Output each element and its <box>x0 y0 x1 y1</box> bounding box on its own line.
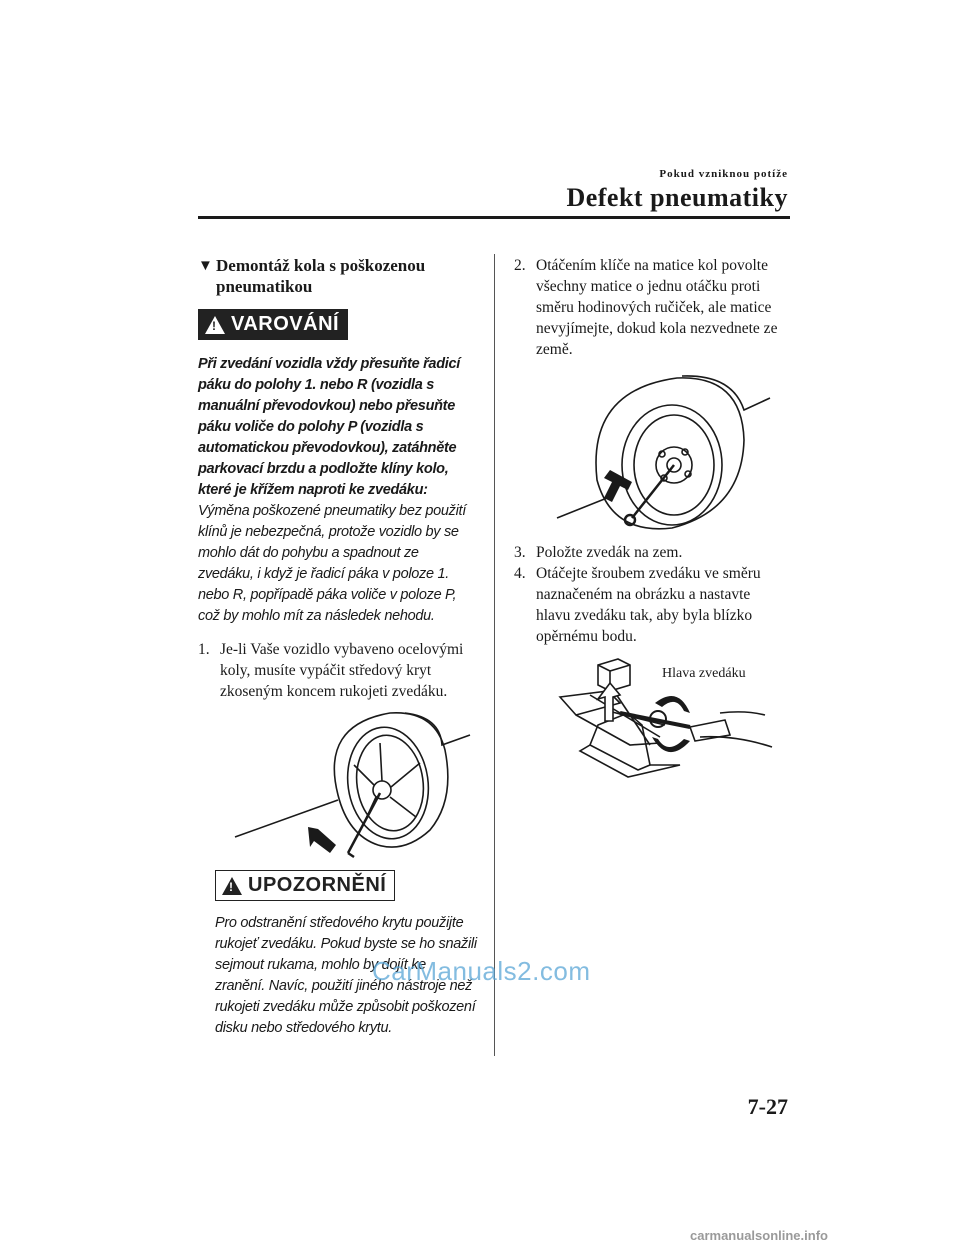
page-title: Defekt pneumatiky <box>566 183 788 212</box>
subsection-heading-text: Demontáž kola s poškozenou pneumatikou <box>216 256 426 296</box>
step-2 <box>514 255 786 360</box>
step-1-text: Je-li Vaše vozidlo vybaveno ocelovými koly, musíte vypáčit středový kryt zkoseným koncem rukojeti zvedáku. <box>220 641 464 700</box>
warning-triangle-icon: ! <box>205 316 225 334</box>
step-1-number: 1. <box>198 641 210 658</box>
caution-section <box>215 870 478 1039</box>
header-rule <box>198 216 790 219</box>
step-2-text: Otáčením klíče na matice kol povolte všechny matice o jednu otáčku proti směru hodinových ručiček, ale matice nevyjímejte, dokud kola nezvednete ze země. <box>536 257 778 358</box>
step-3-text: Položte zvedák na zem. <box>536 544 683 561</box>
warning-badge <box>198 309 348 340</box>
right-column <box>514 255 786 360</box>
caution-triangle-icon: ! <box>222 877 242 895</box>
right-steps <box>514 542 786 647</box>
column-divider <box>494 254 495 1056</box>
caution-label: UPOZORNĚNÍ <box>248 874 387 896</box>
triangle-marker-icon: ▼ <box>198 258 213 274</box>
step-3-number: 3. <box>514 544 526 561</box>
warning-label: VAROVÁNÍ <box>231 313 340 335</box>
step-3 <box>514 542 786 563</box>
warning-bold-text: Při zvedání vozidla vždy přesuňte řadicí páku do polohy 1. nebo R (vozidla s manuální převodovkou) nebo přesuňte páku voliče do polohy P (vozidla s automatickou převodovkou), zatáhněte parkovací brzdu a podložte klíny kolo, které je křížem naproti ke zvedáku: <box>198 356 460 498</box>
hubcap-removal-illustration <box>230 705 480 865</box>
lug-nut-loosening-illustration <box>552 370 777 535</box>
jack-head-label: Hlava zvedáku <box>662 666 746 681</box>
subsection-heading <box>198 255 478 297</box>
section-header: Pokud vzniknou potíže <box>659 168 788 180</box>
caution-text: Pro odstranění středového krytu použijte rukojeť zvedáku. Pokud byste se ho snažili sejmout rukama, mohlo by dojít ke zranění. Navíc, použití jiného nástroje než rukojeti zvedáku může způsobit poškození disku nebo středového krytu. <box>215 915 477 1036</box>
site-watermark: carmanualsonline.info <box>690 1228 828 1243</box>
step-4 <box>514 563 786 647</box>
step-1 <box>198 639 478 702</box>
warning-text: Výměna poškozené pneumatiky bez použití klínů je nebezpečná, protože vozidlo by se mohlo dát do pohybu a spadnout ze zvedáku, i když je řadicí páka v poloze 1. nebo R, popřípadě páka voliče v poloze P, což by mohlo mít za následek nehodu. <box>198 503 466 624</box>
caution-badge <box>215 870 395 901</box>
page-number: 7-27 <box>747 1094 788 1119</box>
step-2-number: 2. <box>514 257 526 274</box>
step-4-text: Otáčejte šroubem zvedáku ve směru naznačeném na obrázku a nastavte hlavu zvedáku tak, aby byla blízko opěrnému bodu. <box>536 565 761 645</box>
left-column <box>198 255 478 702</box>
step-4-number: 4. <box>514 565 526 582</box>
watermark: CarManuals2.com <box>372 956 591 986</box>
